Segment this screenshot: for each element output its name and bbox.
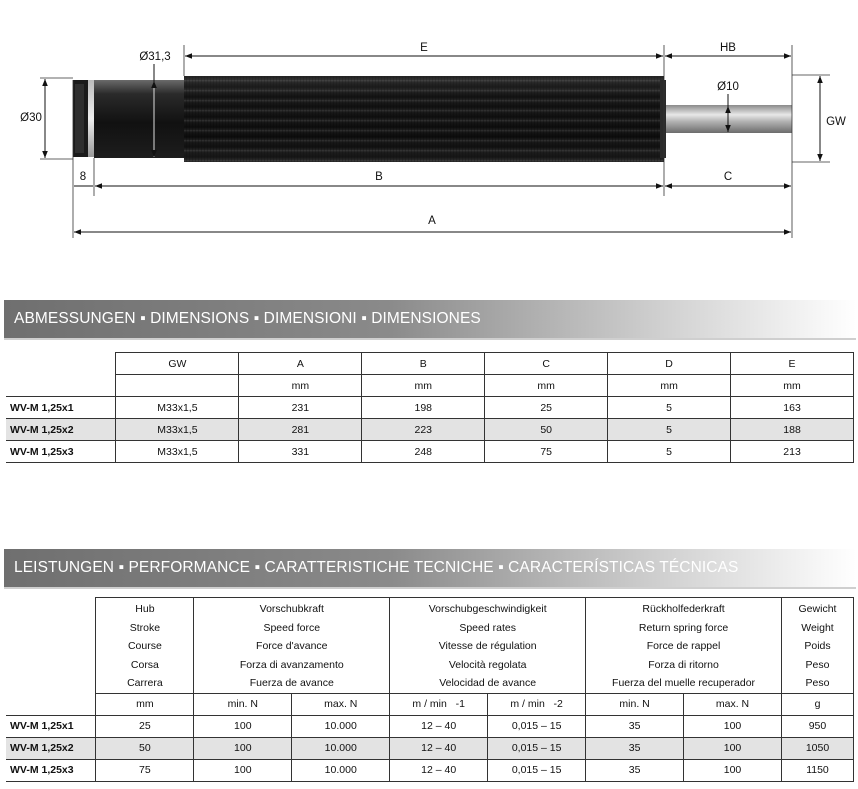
- table-cell: M33x1,5: [116, 441, 239, 463]
- row-label: WV-M 1,25x3: [6, 441, 116, 463]
- label-gw: GW: [826, 116, 846, 128]
- row-label: WV-M 1,25x1: [6, 715, 96, 737]
- unit-cell: max. N: [292, 693, 390, 715]
- table-cell: 12 – 40: [390, 737, 488, 759]
- table-cell: M33x1,5: [116, 419, 239, 441]
- group-header-speed-rates: Vorschubgeschwindigkeit Speed rates Vitesse de régulation Velocità regolata Velocidad de avance: [390, 598, 586, 694]
- divider: [4, 338, 856, 340]
- cylinder-body: [94, 80, 186, 158]
- table-cell: 50: [96, 737, 194, 759]
- table-units-row: [6, 693, 854, 715]
- table-cell: 100: [194, 737, 292, 759]
- table-cell: 10.000: [292, 737, 390, 759]
- table-row: [6, 715, 854, 737]
- label-c: C: [723, 171, 733, 183]
- unit-cell: mm: [96, 693, 194, 715]
- table-cell: 5: [608, 441, 731, 463]
- table-cell: 213: [731, 441, 854, 463]
- table-cell: 281: [239, 419, 362, 441]
- table-cell: 50: [485, 419, 608, 441]
- table-cell: 0,015 – 15: [488, 737, 586, 759]
- unit-cell: min. N: [586, 693, 684, 715]
- unit-cell: max. N: [684, 693, 782, 715]
- label-hb: HB: [720, 42, 736, 54]
- row-label: WV-M 1,25x3: [6, 759, 96, 781]
- table-cell: 12 – 40: [390, 759, 488, 781]
- table-cell: 75: [485, 441, 608, 463]
- table-cell: 25: [96, 715, 194, 737]
- table-header-row: [6, 353, 854, 375]
- table-cell: 100: [194, 715, 292, 737]
- rod-collar: [660, 80, 666, 158]
- table-cell: 35: [586, 715, 684, 737]
- label-e: E: [420, 42, 428, 54]
- label-diameter-rod: Ø10: [717, 81, 739, 93]
- table-cell: 0,015 – 15: [488, 715, 586, 737]
- column-header: B: [362, 353, 485, 375]
- table-cell: 10.000: [292, 759, 390, 781]
- column-header: GW: [116, 353, 239, 375]
- table-cell: 950: [781, 715, 853, 737]
- table-units-row: [6, 375, 854, 397]
- label-diameter-end: Ø30: [20, 112, 42, 124]
- table-cell: 25: [485, 397, 608, 419]
- label-a: A: [428, 215, 436, 227]
- table-row: [6, 397, 854, 419]
- unit-cell: mm: [608, 375, 731, 397]
- unit-cell: [116, 375, 239, 397]
- table-cell: 1050: [781, 737, 853, 759]
- label-diameter-body: Ø31,3: [139, 51, 171, 63]
- group-header-return-spring-force: Rückholfederkraft Return spring force Force de rappel Forza di ritorno Fuerza del muelle recuperador: [586, 598, 782, 694]
- table-cell: 163: [731, 397, 854, 419]
- table-cell: 35: [586, 759, 684, 781]
- table-cell: 100: [194, 759, 292, 781]
- label-b: B: [375, 171, 383, 183]
- table-cell: 198: [362, 397, 485, 419]
- table-row: [6, 441, 854, 463]
- table-cell: 231: [239, 397, 362, 419]
- shock-absorber-drawing: [0, 0, 858, 260]
- group-header-stroke: Hub Stroke Course Corsa Carrera: [96, 598, 194, 694]
- table-row: [6, 759, 854, 781]
- unit-cell: mm: [239, 375, 362, 397]
- table-cell: 188: [731, 419, 854, 441]
- group-header-speed-force: Vorschubkraft Speed force Force d'avance Forza di avanzamento Fuerza de avance: [194, 598, 390, 694]
- table-cell: 331: [239, 441, 362, 463]
- end-cap: [73, 80, 94, 157]
- row-label: WV-M 1,25x1: [6, 397, 116, 419]
- performance-table: [6, 597, 854, 782]
- table-cell: 75: [96, 759, 194, 781]
- table-cell: 100: [684, 759, 782, 781]
- table-cell: 12 – 40: [390, 715, 488, 737]
- performance-section-title: LEISTUNGEN ▪ PERFORMANCE ▪ CARATTERISTICHE TECNICHE ▪ CARACTERÍSTICAS TÉCNICAS: [4, 549, 856, 587]
- label-8: 8: [79, 171, 87, 183]
- unit-cell: mm: [362, 375, 485, 397]
- table-row: [6, 737, 854, 759]
- dimensions-section-title: ABMESSUNGEN ▪ DIMENSIONS ▪ DIMENSIONI ▪ DIMENSIONES: [4, 300, 856, 338]
- unit-cell: min. N: [194, 693, 292, 715]
- unit-cell: mm: [731, 375, 854, 397]
- unit-cell: m / min -1: [390, 693, 488, 715]
- table-cell: 5: [608, 397, 731, 419]
- column-header: C: [485, 353, 608, 375]
- unit-cell: m / min -2: [488, 693, 586, 715]
- unit-cell: g: [781, 693, 853, 715]
- piston-rod: [666, 105, 792, 133]
- table-cell: 248: [362, 441, 485, 463]
- column-header: D: [608, 353, 731, 375]
- table-cell: 10.000: [292, 715, 390, 737]
- unit-cell: mm: [485, 375, 608, 397]
- table-cell: 1150: [781, 759, 853, 781]
- table-cell: 0,015 – 15: [488, 759, 586, 781]
- group-header-weight: Gewicht Weight Poids Peso Peso: [781, 598, 853, 694]
- table-cell: 100: [684, 737, 782, 759]
- table-cell: 100: [684, 715, 782, 737]
- table-cell: M33x1,5: [116, 397, 239, 419]
- row-label: WV-M 1,25x2: [6, 737, 96, 759]
- table-cell: 35: [586, 737, 684, 759]
- table-cell: 5: [608, 419, 731, 441]
- column-header: A: [239, 353, 362, 375]
- dimensions-table: [6, 352, 854, 463]
- row-label: WV-M 1,25x2: [6, 419, 116, 441]
- divider: [4, 587, 856, 589]
- table-row: [6, 419, 854, 441]
- table-header-row: [6, 598, 854, 694]
- table-cell: 223: [362, 419, 485, 441]
- column-header: E: [731, 353, 854, 375]
